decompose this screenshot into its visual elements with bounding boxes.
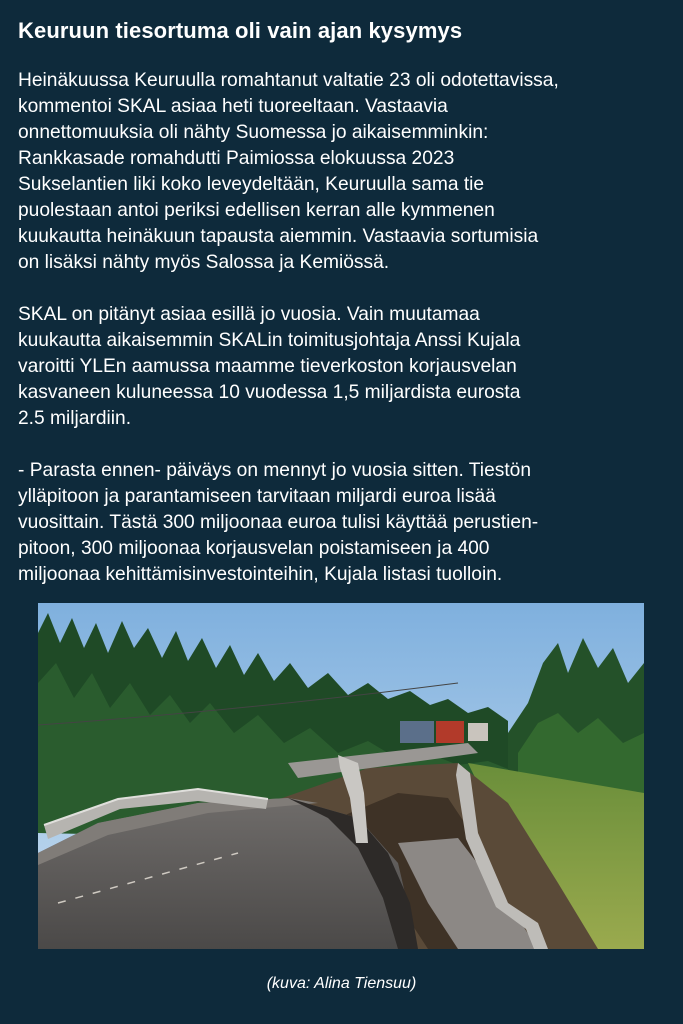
- text-line: Sukselantien liki koko leveydeltään, Keuruulla sama tie: [18, 174, 485, 195]
- road-collapse-photo: [38, 603, 644, 949]
- text-line: varoitti YLEn aamussa maamme tieverkoston korjausvelan: [18, 356, 517, 377]
- text-line: pitoon, 300 miljoonaa korjausvelan poistamiseen ja 400: [18, 538, 490, 559]
- paragraph-3: [18, 458, 668, 588]
- text-line: kuukautta heinäkuun tapausta aiemmin. Vastaavia sortumisia: [18, 226, 539, 247]
- article-body: [18, 68, 668, 614]
- text-line: onnettomuuksia oli nähty Suomessa jo aikaisemminkin:: [18, 122, 489, 143]
- paragraph-2: [18, 302, 668, 432]
- text-line: Heinäkuussa Keuruulla romahtanut valtatie 23 oli odotettavissa,: [18, 70, 559, 91]
- text-line: 2.5 miljardiin.: [18, 408, 132, 429]
- text-line: Rankkasade romahdutti Paimiossa elokuussa 2023: [18, 148, 455, 169]
- text-line: ylläpitoon ja parantamiseen tarvitaan miljardi euroa lisää: [18, 486, 496, 507]
- text-line: on lisäksi nähty myös Salossa ja Kemiössä.: [18, 252, 390, 273]
- text-line: miljoonaa kehittämisinvestointeihin, Kujala listasi tuolloin.: [18, 564, 503, 585]
- text-line: puolestaan antoi periksi edellisen kerran alle kymmenen: [18, 200, 495, 221]
- paragraph-1: [18, 68, 668, 276]
- text-line: kasvaneen kuluneessa 10 vuodessa 1,5 miljardista eurosta: [18, 382, 521, 403]
- text-line: vuosittain. Tästä 300 miljoonaa euroa tulisi käyttää perustien-: [18, 512, 539, 533]
- text-line: - Parasta ennen- päiväys on mennyt jo vuosia sitten. Tiestön: [18, 460, 532, 481]
- photo-caption: (kuva: Alina Tiensuu): [266, 975, 417, 992]
- text-line: SKAL on pitänyt asiaa esillä jo vuosia. Vain muutamaa: [18, 304, 480, 325]
- text-line: kuukautta aikaisemmin SKALin toimitusjohtaja Anssi Kujala: [18, 330, 521, 351]
- article-title: Keuruun tiesortuma oli vain ajan kysymys: [18, 18, 463, 43]
- text-line: kommentoi SKAL asiaa heti tuoreeltaan. Vastaavia: [18, 96, 448, 117]
